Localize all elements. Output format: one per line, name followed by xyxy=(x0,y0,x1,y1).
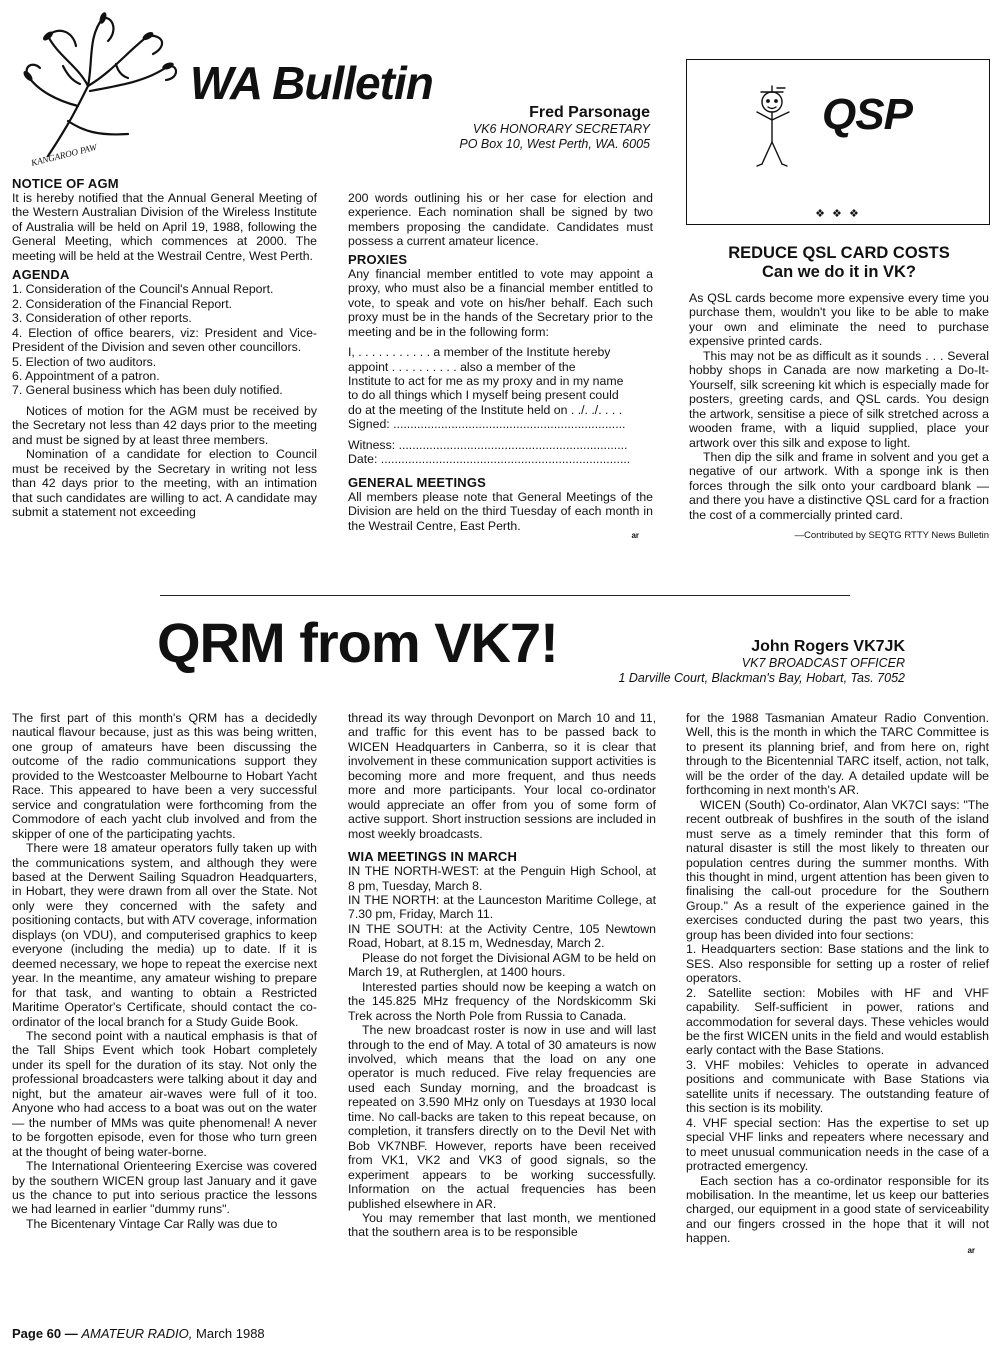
agenda-item: 4. Election of office bearers, viz: President and Vice-President of the Division and seven other councillors. xyxy=(12,325,317,355)
signed-line: Signed: .................................................................... xyxy=(348,417,626,432)
agenda-item: 1. Consideration of the Council's Annual Report. xyxy=(12,282,274,297)
wa-byline xyxy=(380,103,650,152)
section-item: 4. VHF special section: Has the expertise to set up special VHF links and repeaters where necessary and to meet unusual communication needs in the case of a protracted emergency. xyxy=(686,1115,989,1174)
wa-author: Fred Parsonage xyxy=(529,104,650,121)
witness-line: Witness: ................................................................... xyxy=(348,437,628,452)
agenda-item: 2. Consideration of the Financial Report. xyxy=(12,296,233,311)
nomination-text: Nomination of a candidate for election to Council must be received by the Secretary in writing not less than 42 days prior to the meeting, with an intimation that such candidates are willing to act. A candidate may submit a statement not exceeding xyxy=(12,447,317,520)
vk7-text: The first part of this month's QRM has a decidedly nautical flavour because, just as this was being written, one group of amateurs have been discussing the outcome of the radio communications support they provided to the Westcoaster Melbourne to Hobart Yacht Race. This appeared to have been a very successful service and congratulation were forthcoming from the Commodore of each yacht club involved and from the skipper of one of the participating yachts. xyxy=(12,711,317,841)
agenda-heading: AGENDA xyxy=(12,267,70,283)
general-meetings-heading: GENERAL MEETINGS xyxy=(348,474,487,490)
logo-text: KANGAROO PAW xyxy=(30,141,98,168)
vk7-title: QRM from VK7! xyxy=(157,611,558,674)
vk7-text: thread its way through Devonport on March 10 and 11, and traffic for this event has to be passed back to WICEN Headquarters in Canberra, so it is clear that involvement in these communication support activities is becoming more and more frequent, and thus needs more and more participants. Your local co-ordinator would appreciate an offer from you of some form of active support. Short instruction sessions are included in most weekly broadcasts. xyxy=(348,711,656,841)
wa-author-address: PO Box 10, West Perth, WA. 6005 xyxy=(459,137,650,151)
vk7-text: The Bicentenary Vintage Car Rally was due to xyxy=(26,1216,278,1231)
wa-bulletin-title: WA Bulletin xyxy=(190,57,433,109)
end-mark: ar xyxy=(631,531,639,541)
qsl-credit: —Contributed by SEQTG RTTY News Bulletin xyxy=(794,530,989,542)
vk7-text: The new broadcast roster is now in use and will last through to the end of May. A total of 30 amateurs is now involved, which means that the load on any one operator is much reduced. Five relay frequencies are used each Sunday morning, and the broadcast is repeated on 3.590 MHz only on Tuesdays at 1930 local time. No call-backs are taken to this repeat because, on completion, it transfers directly on to the Devil Net with Bob VK7NBF. However, reports have been received from VK1, VK2 and VK3 of good signals, so the experiment appears to be working successfully. Information on the actual frequencies has been published elsewhere in AR. xyxy=(348,1023,656,1211)
vk7-author: John Rogers VK7JK xyxy=(751,638,905,655)
motion-notice-text: Notices of motion for the AGM must be received by the Secretary not less than 42 days prior to the meeting and must be signed by at least three members. xyxy=(12,403,317,447)
wa-column-2 xyxy=(348,191,653,541)
vk7-author-address: 1 Darville Court, Blackman's Bay, Hobart, Tas. 7052 xyxy=(618,671,905,685)
page-number: Page 60 — xyxy=(12,1326,78,1341)
meetings-list xyxy=(348,864,656,951)
vk7-text: There were 18 amateur operators fully taken up with the communications system, and although they were based at the Derwent Sailing Squadron Headquarters, in Hobart, they were drawn from all over the State. Not only were they concerned with the safety and positioning contacts, but with ATV coverage, information displays (on VDU), and computerised graphics to keep everyone (including the media) up to date. If it is deemed necessary, we hope to repeat the exercise next year. In the meantime, any amateur wishing to prepare for that task, and wanting to obtain a Restricted Maritime Operator's Certificate, should contact the co-ordinator of the local branch for a Study Guide Book. xyxy=(12,841,317,1029)
date-line: Date: ......................................................................... xyxy=(348,452,631,467)
wia-meetings-heading: WIA MEETINGS IN MARCH xyxy=(348,849,518,865)
section-item: 2. Satellite section: Mobiles with HF and VHF capability. Self-sufficient in power, rations and accommodation for several days. These vehicles would be the first WICEN units in the field and would establish early contact with the Base Stations. xyxy=(686,985,989,1058)
agenda-item: 7. General business which has been duly notified. xyxy=(12,383,283,398)
qsl-text: Then dip the silk and frame in solvent and you get a negative of our artwork. With a sponge ink is then forces through the silk onto your cardboard blank — and there you have a distinctive QSL card for a fraction the cost of a commercially printed card. xyxy=(689,449,989,522)
vk7-text: Please do not forget the Divisional AGM to be held on March 19, at Rutherglen, at 1400 hours. xyxy=(348,950,656,980)
qsp-column xyxy=(689,244,989,542)
vk7-byline xyxy=(540,637,905,686)
agenda-item: 3. Consideration of other reports. xyxy=(12,311,192,326)
vk7-text: The second point with a nautical emphasis is that of the Tall Ships Event which took Hobart completely under its spell for the duration of its stay. Not only the professional broadcasters were talking about it day and night, but the amateur air-waves were full of it too. Anyone who had access to a boat was out on the water — the number of MMs was quite phenomenal! A never to be forgotten episode, even for those who turn green at the thought of being water-borne. xyxy=(12,1028,317,1159)
sections-list xyxy=(686,942,989,1173)
publication-name: AMATEUR RADIO, xyxy=(81,1326,193,1341)
meeting-item: IN THE NORTH-WEST: at the Penguin High School, at 8 pm, Tuesday, March 8. xyxy=(348,864,656,893)
end-mark: ar xyxy=(967,1245,975,1255)
page-footer xyxy=(12,1326,265,1342)
proxy-form-line: I, . . . . . . . . . . . a member of the Institute hereby xyxy=(348,345,611,360)
section-item: 3. VHF mobiles: Vehicles to operate in advanced positions and communicate with Base Stations via satellite units if necessary. The outstanding feature of this section is its mobility. xyxy=(686,1057,989,1116)
kangaroo-paw-logo xyxy=(18,6,188,176)
kangaroo-paw-icon xyxy=(18,6,188,176)
agenda-item: 6. Appointment of a patron. xyxy=(12,368,160,383)
proxies-heading: PROXIES xyxy=(348,251,408,267)
vk7-text: for the 1988 Tasmanian Amateur Radio Convention. Well, this is the month in which the TARC Committee is to present its planning brief, and from here on, right through to the Bicentennial TARC itself, action, not talk, will be the order of the day. A detailed update will be forthcoming in next month's AR. xyxy=(686,711,989,798)
proxies-text: Any financial member entitled to vote may appoint a proxy, who must also be a financial member entitled to vote, to speak and vote on his/her behalf. Each such proxy must be in the hands of the Secretary prior to the meeting and be in the following form: xyxy=(348,266,653,339)
general-meetings-text: All members please note that General Meetings of the Division are held on the third Tuesday of each month in the Westrail Centre, East Perth. xyxy=(348,489,653,533)
vk7-column-1 xyxy=(12,711,317,1231)
vk7-text: WICEN (South) Co-ordinator, Alan VK7CI says: "The recent outbreak of bushfires in the south of the island must serve as a timely reminder that this form of natural disaster is still the most likely to threaten our population centres during the summer months. With this thought in mind, urgent attention has been given to finalising the call-out procedure for the Southern Group." As a result of the experience gained in the exercises conducted during the past two years, this group has been divided into four sections: xyxy=(686,797,989,942)
nomination-continued-text: 200 words outlining his or her case for election and experience. Each nomination shall be signed by two members proposing the candidate. Candidates must possess a current amateur licence. xyxy=(348,191,653,249)
agenda-list xyxy=(12,282,317,398)
qsp-title: QSP xyxy=(822,90,912,139)
qsl-subheading: Can we do it in VK? xyxy=(761,263,916,281)
proxy-form xyxy=(348,345,653,467)
section-divider xyxy=(160,595,850,596)
meeting-item: IN THE NORTH: at the Launceston Maritime College, at 7.30 pm, Friday, March 11. xyxy=(348,892,656,922)
section-item: 1. Headquarters section: Base stations and the link to SES. Also responsible for setting up a roster of relief operators. xyxy=(686,942,989,986)
qsl-heading: REDUCE QSL CARD COSTS xyxy=(728,244,950,262)
meeting-item: IN THE SOUTH: at the Activity Centre, 105 Newtown Road, Hobart, at 8.15 m, Wednesday, March 2. xyxy=(348,921,656,951)
agm-notice-text: It is hereby notified that the Annual General Meeting of the Western Australian Division of the Wireless Institute of Australia will be held on April 19, 1988, following the General Meeting, which commences at 2000. The meeting will be held at the Westrail Centre, West Perth. xyxy=(12,191,317,263)
wa-author-role: VK6 HONORARY SECRETARY xyxy=(472,122,650,136)
wa-column-1 xyxy=(12,176,317,520)
proxy-form-line: do at the meeting of the Institute held on . ./. ./. . . . xyxy=(348,402,623,417)
stick-figure-icon xyxy=(747,84,797,174)
vk7-text: Each section has a co-ordinator responsible for its mobilisation. In the meantime, let us keep our batteries charged, our equipment in a good state of serviceability and our fingers crossed in the hope that it will not happen. xyxy=(686,1173,989,1246)
notice-of-agm-heading: NOTICE OF AGM xyxy=(12,176,119,191)
vk7-text: Interested parties should now be keeping a watch on the 145.825 MHz frequency of the Nordskicomm Ski Trek across the North Pole from Russia to Canada. xyxy=(348,979,656,1023)
vk7-text: You may remember that last month, we mentioned that the southern area is to be responsible xyxy=(348,1210,656,1240)
vk7-column-2 xyxy=(348,711,656,1240)
proxy-form-line: Institute to act for me as my proxy and in my name xyxy=(348,373,624,388)
qsl-text: This may not be as difficult as it sounds . . . Several hobby shops in Canada are now marketing a Do-It-Yourself, silk screening kit which is especially made for posters, greeting cards, and QSL cards. You design the artwork, sensitise a piece of silk stretched across a wooden frame, with a liquid supplied, place your artwork over this silk and expose to light. xyxy=(689,348,989,450)
proxy-form-line: appoint . . . . . . . . . . also a member of the xyxy=(348,359,576,374)
vk7-column-3 xyxy=(686,711,989,1256)
proxy-form-line: to do all things which I myself being present could xyxy=(348,388,619,403)
qsp-box xyxy=(686,59,990,225)
issue-date: March 1988 xyxy=(196,1326,265,1341)
vk7-text: The International Orienteering Exercise was covered by the southern WICEN group last January and it gave us the chance to put into serious practice the lessons we had learned in earlier "dummy runs". xyxy=(12,1159,317,1217)
agenda-item: 5. Election of two auditors. xyxy=(12,354,157,369)
qsp-separator: ❖ ❖ ❖ xyxy=(815,208,861,220)
vk7-author-role: VK7 BROADCAST OFFICER xyxy=(741,656,905,670)
qsl-text: As QSL cards become more expensive every time you purchase them, wouldn't you like to be able to make your own and eliminate the need to purchase expensive printed cards. xyxy=(689,291,989,349)
